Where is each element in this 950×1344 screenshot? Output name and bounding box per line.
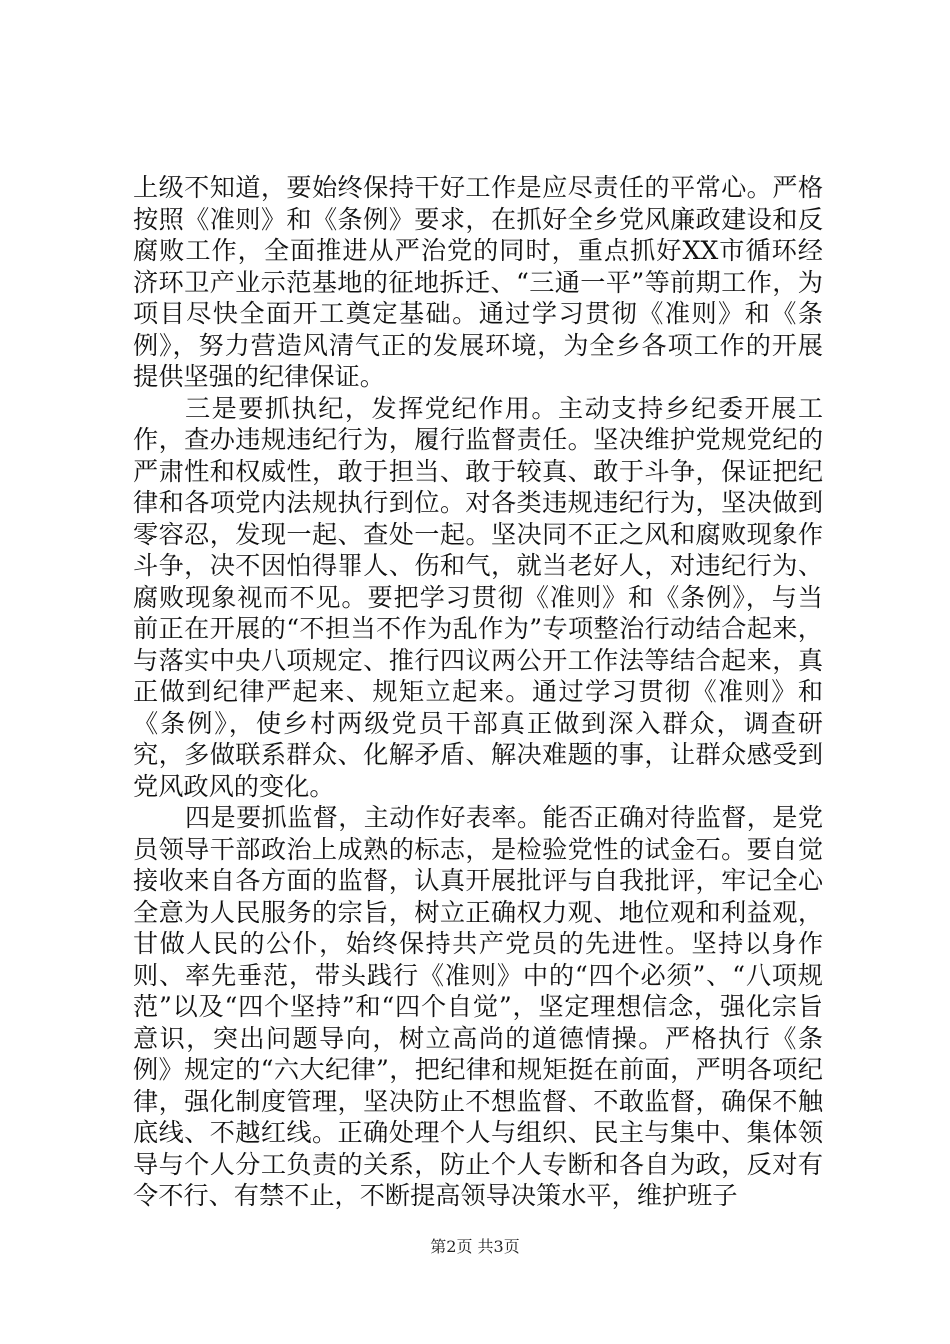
page-number-footer: 第2页 共3页	[430, 1237, 520, 1256]
document-body	[133, 172, 823, 1212]
paragraph-point-three: 三是要抓执纪，发挥党纪作用。主动支持乡纪委开展工作，查办违规违纪行为，履行监督责任。坚决维护党规党纪的严肃性和权威性，敢于担当、敢于较真、敢于斗争，保证把纪律和各项党内法规执行到位。对各类违规违纪行为，坚决做到零容忍，发现一起、查处一起。坚决同不正之风和腐败现象作斗争，决不因怕得罪人、伤和气，就当老好人，对违纪行为、腐败现象视而不见。要把学习贯彻《准则》和《条例》，与当前正在开展的“不担当不作为乱作为”专项整治行动结合起来，与落实中央八项规定、推行四议两公开工作法等结合起来，真正做到纪律严起来、规矩立起来。通过学习贯彻《准则》和《条例》，使乡村两级党员干部真正做到深入群众，调查研究，多做联系群众、化解矛盾、解决难题的事，让群众感受到党风政风的变化。	[133, 393, 823, 801]
paragraph-continuation: 上级不知道，要始终保持干好工作是应尽责任的平常心。严格按照《准则》和《条例》要求，在抓好全乡党风廉政建设和反腐败工作，全面推进从严治党的同时，重点抓好XX市循环经济环卫产业示范基地的征地拆迁、“三通一平”等前期工作，为项目尽快全面开工奠定基础。通过学习贯彻《准则》和《条例》，努力营造风清气正的发展环境，为全乡各项工作的开展提供坚强的纪律保证。	[133, 173, 823, 391]
paragraph-point-four: 四是要抓监督，主动作好表率。能否正确对待监督，是党员领导干部政治上成熟的标志，是检验党性的试金石。要自觉接收来自各方面的监督，认真开展批评与自我批评，牢记全心全意为人民服务的宗旨，树立正确权力观、地位观和利益观，甘做人民的公仆，始终保持共产党员的先进性。坚持以身作则、率先垂范，带头践行《准则》中的“四个必须”、“八项规范”以及“四个坚持”和“四个自觉”，坚定理想信念，强化宗旨意识，突出问题导向，树立高尚的道德情操。严格执行《条例》规定的“六大纪律”，把纪律和规矩挺在前面，严明各项纪律，强化制度管理，坚决防止不想监督、不敢监督，确保不触底线、不越红线。正确处理个人与组织、民主与集中、集体领导与个人分工负责的关系，防止个人专断和各自为政，反对有令不行、有禁不止，不断提高领导决策水平，维护班子	[133, 803, 823, 1210]
